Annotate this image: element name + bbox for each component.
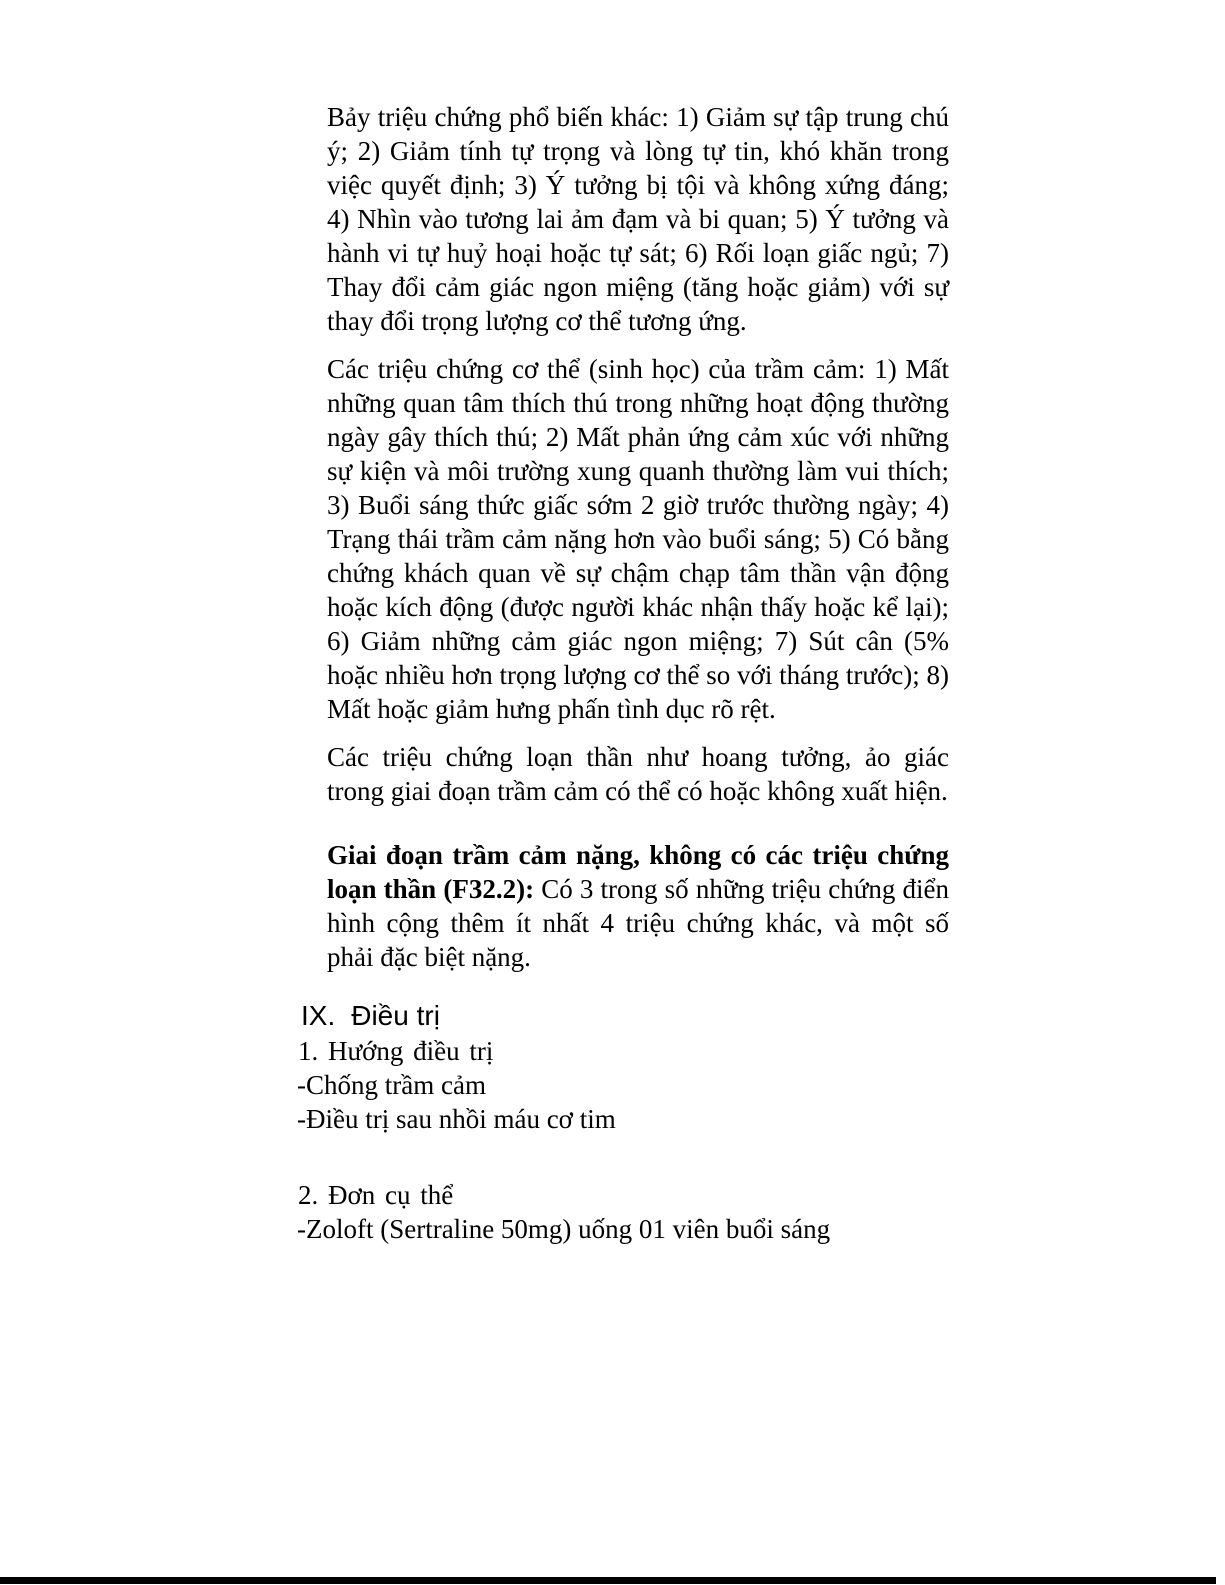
section-heading-treatment: [297, 998, 949, 1034]
section-number: IX.: [301, 1000, 336, 1031]
paragraph-somatic-symptoms: Các triệu chứng cơ thể (sinh học) của trầm cảm: 1) Mất những quan tâm thích thú trong những hoạt động thường ngày gây thích thú; 2) Mất phản ứng cảm xúc với những sự kiện và môi trường xung quanh thường làm vui thích; 3) Buổi sáng thức giấc sớm 2 giờ trước thường ngày; 4) Trạng thái trầm cảm nặng hơn vào buổi sáng; 5) Có bằng chứng khách quan về sự chậm chạp tâm thần vận động hoặc kích động (được người khác nhận thấy hoặc kể lại); 6) Giảm những cảm giác ngon miệng; 7) Sút cân (5% hoặc nhiều hơn trọng lượng cơ thể so với tháng trước); 8) Mất hoặc giảm hưng phấn tình dục rõ rệt.: [327, 354, 949, 724]
prescription-item-zoloft: -Zoloft (Sertraline 50mg) uống 01 viên buổi sáng: [297, 1214, 831, 1244]
treatment-direction-heading: 1. Hướng điều trị: [298, 1036, 494, 1066]
paragraph-severe-episode: [327, 838, 949, 974]
section-title: Điều trị: [351, 1000, 440, 1031]
treatment-section: [297, 998, 949, 1246]
paragraph-severe-episode-body: Có 3 trong số những triệu chứng điển hình cộng thêm ít nhất 4 triệu chứng khác, và một số phải đặc biệt nặng.: [327, 874, 949, 972]
scan-artifact-bar: [0, 1577, 1216, 1584]
prescription-heading: 2. Đơn cụ thể: [298, 1180, 454, 1210]
paragraph-psychotic-symptoms: Các triệu chứng loạn thần như hoang tưởng, ảo giác trong giai đoạn trầm cảm có thể có hoặc không xuất hiện.: [327, 742, 949, 806]
treatment-item-post-mi: -Điều trị sau nhồi máu cơ tim: [297, 1104, 616, 1134]
paragraph-common-symptoms: Bảy triệu chứng phổ biến khác: 1) Giảm sự tập trung chú ý; 2) Giảm tính tự trọng và lòng tự tin, khó khăn trong việc quyết định; 3) Ý tưởng bị tội và không xứng đáng; 4) Nhìn vào tương lai ảm đạm và bi quan; 5) Ý tưởng và hành vi tự huỷ hoại hoặc tự sát; 6) Rối loạn giấc ngủ; 7) Thay đổi cảm giác ngon miệng (tăng hoặc giảm) với sự thay đổi trọng lượng cơ thể tương ứng.: [327, 102, 949, 336]
paragraph-severe-episode-bold-lead: Giai đoạn trầm cảm nặng, không có các triệu chứng loạn thần (F32.2):: [327, 840, 949, 904]
document-text-block: [297, 100, 949, 1246]
treatment-item-antidepressant: -Chống trầm cảm: [297, 1070, 486, 1100]
